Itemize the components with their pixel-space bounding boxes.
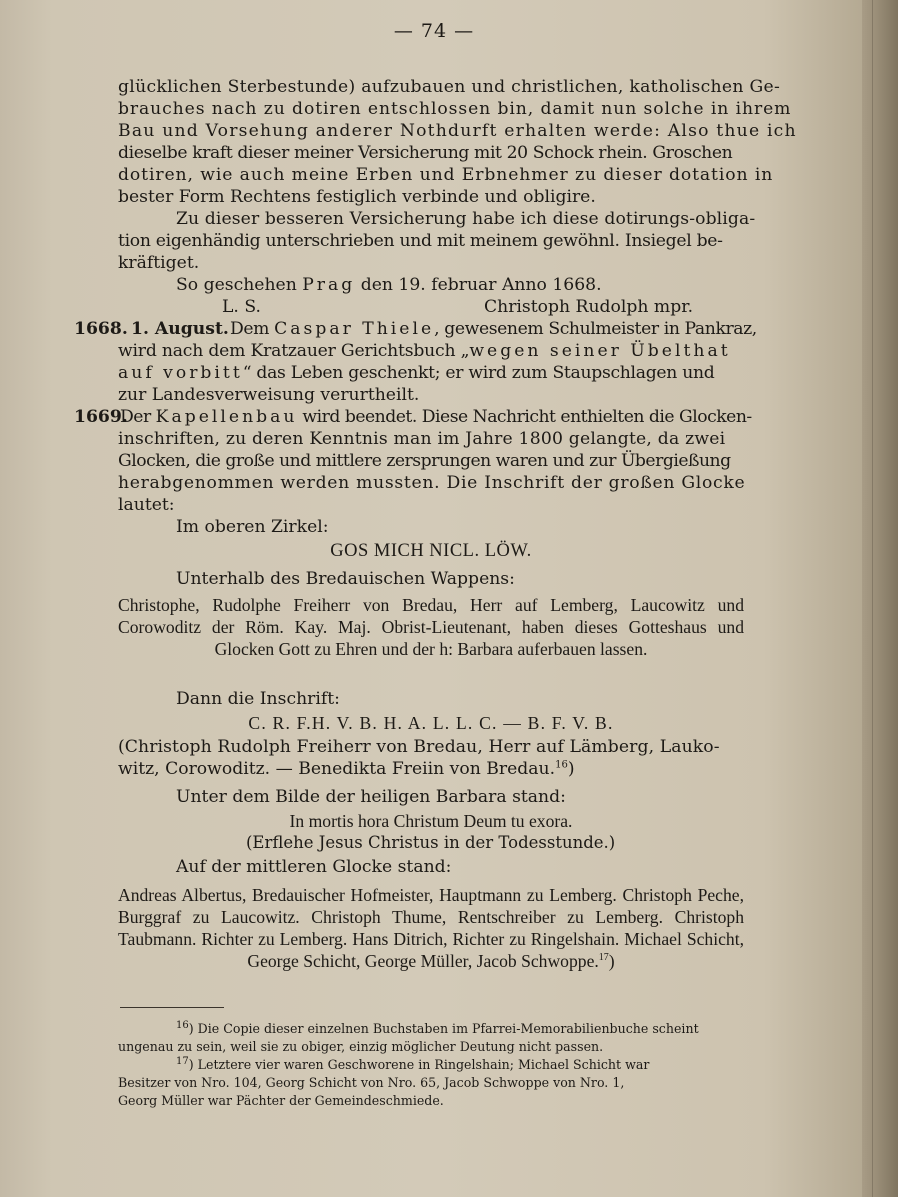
section-label: Dann die Inschrift: bbox=[176, 689, 340, 709]
footnote: Georg Müller war Pächter der Gemeindeschmiede. bbox=[118, 1093, 444, 1108]
bell-inscription: Andreas Albertus, Bredauischer Hofmeister, Hauptmann zu Lemberg. Christoph Peche, Burggraf zu Laucowitz. Christoph Thume, Rentschreiber zu Lemberg. Christoph Taubmann. Richter zu Lemberg. Hans Ditrich, Richter zu Ringelshain. Michael Schicht, George Schicht, George Müller, Jacob Schwoppe.$^{17}$) bbox=[118, 885, 744, 971]
text-line: Glocken, die große und mittlere zersprungen waren und zur Übergießung bbox=[118, 451, 731, 471]
page-number: — 74 — bbox=[393, 20, 475, 42]
footnote: $^{17}$) Letztere vier waren Geschworene in Ringelshain; Michael Schicht war bbox=[176, 1055, 650, 1072]
text-line: zur Landesverweisung verurtheilt. bbox=[118, 385, 420, 405]
text-line: Zu dieser besseren Versicherung habe ich diese dotirungs-obliga- bbox=[176, 209, 756, 229]
section-label: Im oberen Zirkel: bbox=[176, 517, 329, 537]
text-line: lautet: bbox=[118, 495, 175, 515]
footnote: $^{16}$) Die Copie dieser einzelnen Buchstaben im Pfarrei-Memorabilienbuche scheint bbox=[176, 1019, 699, 1036]
footnote-separator bbox=[120, 1007, 224, 1008]
bell-inscription: GOS MICH NICL. LÖW. bbox=[330, 541, 532, 561]
text-line: wird nach dem Kratzauer Gerichtsbuch „wegen seiner Übelthat bbox=[118, 341, 731, 361]
signature: Christoph Rudolph mpr. bbox=[484, 297, 694, 317]
section-label: Unter dem Bilde der heiligen Barbara stand: bbox=[176, 787, 566, 807]
text-line: witz, Corowoditz. — Benedikta Freiin von Bredau.$^{16}$) bbox=[118, 759, 575, 779]
text-line: glücklichen Sterbestunde) aufzubauen und christlichen, katholischen Ge- bbox=[118, 77, 781, 97]
footnote: Besitzer von Nro. 104, Georg Schicht von Nro. 65, Jacob Schwoppe von Nro. 1, bbox=[118, 1075, 625, 1090]
seal-mark: L. S. bbox=[222, 297, 261, 317]
footnote-ref[interactable]: 17 bbox=[598, 952, 609, 964]
text-line: tion eigenhändig unterschrieben und mit meinem gewöhnl. Insiegel be- bbox=[118, 231, 723, 251]
text-line: Dem Caspar Thiele, gewesenem Schulmeister in Pankraz, bbox=[230, 319, 757, 339]
text-line: Bau und Vorsehung anderer Nothdurft erhalten werde: Also thue ich bbox=[118, 121, 797, 141]
latin-inscription: In mortis hora Christum Deum tu exora. bbox=[289, 811, 573, 831]
text-line: dotiren, wie auch meine Erben und Erbnehmer zu dieser dotation in bbox=[118, 165, 774, 185]
entry-year: 1668. bbox=[74, 319, 128, 339]
text-line: brauches nach zu dotiren entschlossen bin, damit nun solche in ihrem bbox=[118, 99, 792, 119]
entry-date: 1. August. bbox=[131, 319, 229, 339]
entry-year: 1669. bbox=[74, 407, 128, 427]
text-line: kräftiget. bbox=[118, 253, 200, 273]
section-label: Auf der mittleren Glocke stand: bbox=[176, 857, 452, 877]
text-line: dieselbe kraft dieser meiner Versicherung mit 20 Schock rhein. Groschen bbox=[118, 143, 733, 163]
section-label: Unterhalb des Bredauischen Wappens: bbox=[176, 569, 515, 589]
dated-line: So geschehen Prag den 19. februar Anno 1668. bbox=[176, 275, 602, 295]
adjacent-page-edge bbox=[862, 0, 898, 1197]
text-line: Der Kapellenbau wird beendet. Diese Nachricht enthielten die Glocken- bbox=[120, 407, 752, 427]
text-line: inschriften, zu deren Kenntnis man im Jahre 1800 gelangte, da zwei bbox=[118, 429, 726, 449]
initials-line: C. R. F.H. V. B. H. A. L. L. C. — B. F. V. B. bbox=[248, 713, 614, 733]
footnote: ungenau zu sein, weil sie zu obiger, einzig möglicher Deutung nicht passen. bbox=[118, 1039, 604, 1054]
text-line: herabgenommen werden mussten. Die Inschrift der großen Glocke bbox=[118, 473, 746, 493]
translation-line: (Erflehe Jesus Christus in der Todesstunde.) bbox=[246, 833, 616, 852]
text-line: auf vorbitt“ das Leben geschenkt; er wird zum Staupschlagen und bbox=[118, 363, 715, 383]
bell-inscription: Christophe, Rudolphe Freiherr von Bredau, Herr auf Lemberg, Laucowitz und Corowoditz der Röm. Kay. Maj. Obrist-Lieutenant, haben dieses Gotteshaus und Glocken Gott zu Ehren und der h: Barbara auferbauen lassen. bbox=[118, 595, 744, 659]
text-line: (Christoph Rudolph Freiherr von Bredau, Herr auf Lämberg, Lauko- bbox=[118, 737, 720, 757]
footnote-ref[interactable]: 16 bbox=[555, 759, 568, 771]
page-fold-line bbox=[872, 0, 873, 1197]
text-line: bester Form Rechtens festiglich verbinde und obligire. bbox=[118, 187, 596, 207]
